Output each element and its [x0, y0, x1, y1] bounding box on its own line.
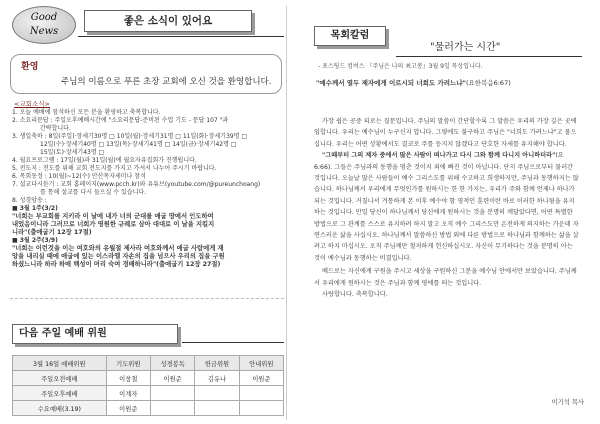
- welcome-text: 주님의 이름으로 푸른 초장 교회에 오신 것을 환영합니다.: [61, 77, 272, 87]
- table-cell: [195, 386, 239, 401]
- worship-committee-title: 다음 주일 예배 위원: [12, 324, 178, 344]
- church-news-list: [12, 109, 284, 269]
- logo-line-2: News: [29, 26, 59, 37]
- welcome-label: 환영: [21, 62, 39, 72]
- table-cell: 이계자: [106, 386, 150, 401]
- paragraph-text: (요6:66). 그들은 주님과의 동행을 멈춘 것이지 죄에 빠진 것이 아닙니다. 단지 주님으로부터 물러간 것입니다. 오늘날 많은 사람들이 예수 그리스도를 위해 수고하고 희생하지만, 주님과 동행하지는 않습니다. 하나님께서 우리에게 무엇인가를 원하시는 한 한 가지는, 우리가 주와 함께 언제나 하나가 되는 것입니다. 거칠나서 겨통하게 본 이후 예수야 함 영적인 훈련이란 바로 이러한 하나됨을 유지하는 것입니다. 만일 당신이 하나님께서 당신에게 원하시는 것을 분명히 깨달았다면, 어떤 특별한 방법으로 그 관계를 스스로 유지하려 하지 말고 오직 예수 그리스도만 온전하게 의지하는 가운데 자연스러운 삶을 사십시오. 하나님께서 말씀하신 방법 외에 다른 방법으로 하나님과 함께하는 삶을 살려고 하지 마십시오. 오직 주님께만 철저하게 헌신하십시오. 자신이 무기하다는 것을 분명히 아는 것이 예수님과 동행하는 비결입니다.: [314, 152, 579, 262]
- table-row: [13, 386, 284, 401]
- news-item: 앙을 내리실 때에 애굽에 있는 이스라엘 자손의 집을 넘으사 우리의 집을 구원: [12, 253, 225, 260]
- logo-line-1: Good: [30, 12, 58, 23]
- news-item: 하셨느니라 하라 하매 백성이 머리 숙여 경배하니라"(출애굽기 12장 27절): [12, 261, 221, 268]
- column-title: "물러가는 시간": [430, 42, 501, 53]
- table-cell: [239, 401, 283, 416]
- table-header-cell: 안내위원: [239, 356, 283, 371]
- table-cell: 이원준: [150, 371, 194, 386]
- good-news-logo: [12, 6, 76, 44]
- column-author: 이기석 목사: [551, 399, 584, 406]
- table-body: [13, 371, 284, 416]
- column-paragraph: 가장 쉽은 공중 피로는 질문입니다. 주님의 말씀이 간단할수록 그 말씀은 우리의 가장 깊은 곳에 임합니다. 우리는 예수님이 누구신지 압니다. 그렇에도 불구하고 주님은 "너희도 가려느냐"고 물으십니다. 우리는 어떤 상황에서도 결코로 주를 등지지 않겠다고 단호한 자세를 유지해야 합니다.: [314, 118, 577, 148]
- table-cell: [150, 386, 194, 401]
- column-paragraph: 사랑합니다. 축복합니다.: [322, 291, 388, 299]
- right-column: [300, 6, 594, 420]
- key-verse: [316, 78, 578, 87]
- table-row: [13, 371, 284, 386]
- column-divider: [286, 6, 287, 420]
- news-item: "너희는 이런것을 이는 여호와의 유월절 제사라 여호와께서 애굽 사람에게 재: [12, 245, 224, 252]
- table-cell: 김유나: [195, 371, 239, 386]
- table-row: [13, 401, 284, 416]
- news-item: 12일(수)·장세기40명 □ 13일(목)·장세기41명 □ 14일(금)·장세기42명 □: [40, 141, 237, 148]
- news-item: 8. 성경암송 :: [12, 197, 47, 204]
- key-verse-reference: (요한복음6:67): [465, 79, 511, 87]
- key-verse-text: "예수께서 열두 제자에게 이르시되 너희도 가려느냐": [316, 79, 466, 87]
- worship-rule: [182, 342, 284, 343]
- news-item: 15일(토)·장세기43명 □: [40, 149, 105, 156]
- service-name-cell: 수요예배(3.19): [13, 401, 107, 416]
- table-cell: [150, 401, 194, 416]
- table-cell: 이창철: [106, 371, 150, 386]
- news-section-title: 좋은 소식이 있어요: [84, 10, 252, 32]
- column-source: - 포스팅드 컴버스 『주님은 나의 최고봉』3월 9일 묵상입니다.: [318, 63, 483, 70]
- table-cell: [195, 401, 239, 416]
- table-cell: 이원준: [106, 401, 150, 416]
- welcome-box: [10, 54, 282, 94]
- news-item: 7. 설교다시듣기 : 교회 홈페이지(www.pcch.kr)와 유튜브(youtube.com/@pureunchoang): [12, 181, 261, 188]
- table-header-cell: 헌금위원: [195, 356, 239, 371]
- table-header-cell: 성경봉독: [150, 356, 194, 371]
- column-body: [314, 116, 580, 301]
- church-news: [12, 100, 284, 269]
- table-cell: [239, 386, 283, 401]
- news-item: ■ 3월 2주(3/9): [12, 237, 58, 244]
- column-paragraph: [314, 150, 580, 264]
- column-rule: [396, 56, 582, 57]
- news-item: 6. 목회동정 : 10(월)~12(수) 안산목자세미나 참석: [12, 173, 146, 180]
- header-rule: [78, 36, 284, 37]
- service-name-cell: 주일오전예배: [13, 371, 107, 386]
- news-item: 내었음이니라 그러므로 너희가 영원한 규례로 삼아 대대로 이 날을 지킬지: [12, 221, 215, 228]
- left-column: [6, 6, 286, 420]
- news-item: 니라"(출애굽기 12장 17절): [12, 229, 92, 236]
- table-header-cell: 기도위원: [106, 356, 150, 371]
- quoted-scripture: "그때부터 그의 제자 중에서 많은 사람이 떠나가고 다시 그와 함께 다니지 아니하더라": [322, 152, 556, 160]
- news-item: 간략합니다.: [40, 125, 71, 132]
- news-item: 3. 생일축하 : 8일(주일)·장세기30명 □ 10일(월)·장세기31명 □ 11일(화)·장세기39명 □: [12, 133, 248, 140]
- table-cell: 이원준: [239, 371, 283, 386]
- news-item: 5. 전도지 : 전도를 위해 교회 전도지를 가지고 가셔서 나누어 주시기 바랍니다.: [12, 165, 217, 172]
- news-item: 4. 월요프로그램 : 17일(월)과 31일(월)에 월요자유집회가 진행됩니다.: [12, 157, 197, 164]
- table-header-cell: 3월 16일 예배위원: [13, 356, 107, 371]
- worship-committee-table: [12, 355, 284, 416]
- news-item: 1. 오늘 예배에 참석하신 모든 분을 환영하고 축복합니다.: [12, 109, 161, 116]
- news-item: ■ 3월 1주(3/2): [12, 205, 58, 212]
- service-name-cell: 주일오후예배: [13, 386, 107, 401]
- news-item: "너희는 부교회를 지키라 이 날에 내가 너의 군대를 애굽 땅에서 인도하여: [12, 213, 214, 220]
- news-item: 2. 소요리문답 : 주일오후예배시간에 "소요리문답-준비된 수업 기도 - 문답 107 "과: [12, 117, 229, 124]
- table-header-row: [13, 356, 284, 371]
- pastor-column-label: 목회칼럼: [314, 26, 386, 46]
- news-item: 를 통해 설교를 다시 들으실 수 있습니다.: [40, 189, 147, 196]
- column-paragraph: 베드로는 자신에게 구원을 주시고 세상을 구원하신 그분을 예수님 안에서만 보았습니다. 주님께서 우리에게 원하시는 것은 주님과 함께 평에를 떠는 것입니다.: [314, 268, 577, 287]
- church-news-title: <교회소식>: [14, 100, 51, 108]
- section-divider: [10, 298, 284, 299]
